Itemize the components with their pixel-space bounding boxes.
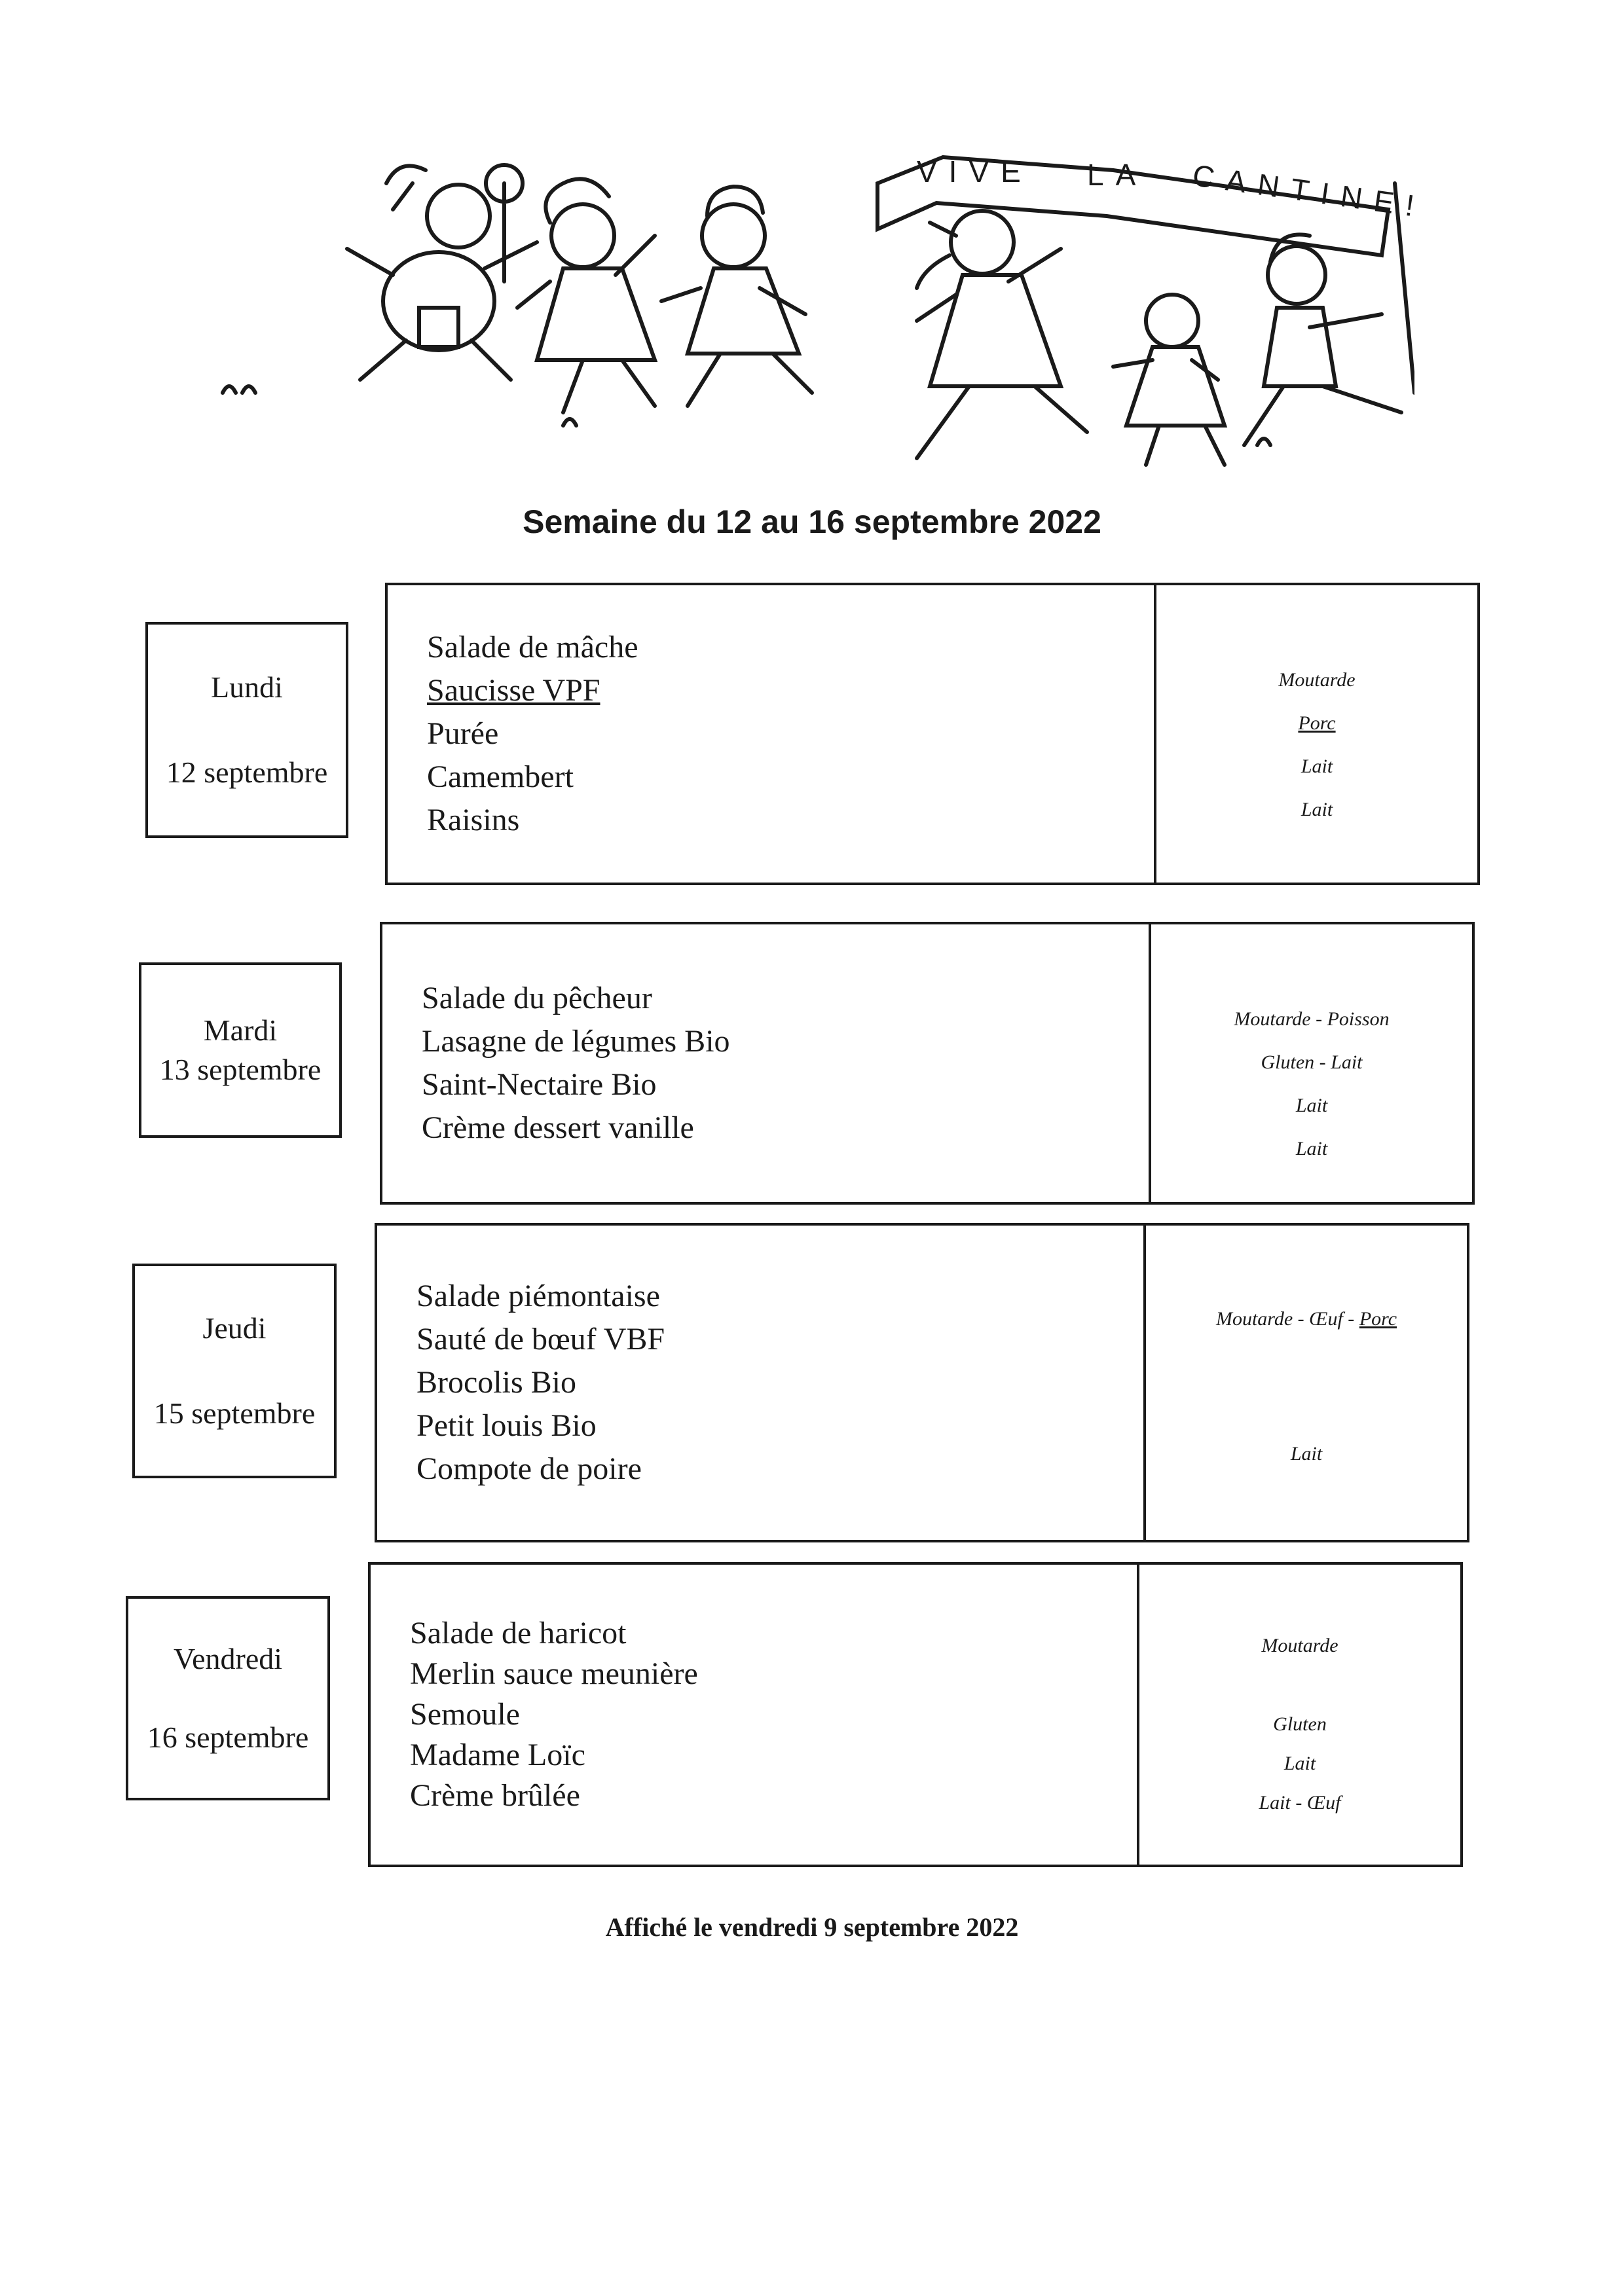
allergen-item: Moutarde bbox=[1278, 669, 1356, 691]
allergen-item: Lait bbox=[1295, 1138, 1328, 1159]
small-girl-figure bbox=[1113, 295, 1225, 465]
day-name: Vendredi bbox=[173, 1642, 283, 1675]
dish-item: Petit louis Bio bbox=[416, 1408, 597, 1443]
day-date: 13 septembre bbox=[159, 1053, 322, 1086]
day-box-thursday bbox=[132, 1264, 337, 1478]
allergen-item: Moutarde bbox=[1261, 1635, 1338, 1656]
allergen-item: Lait bbox=[1301, 799, 1333, 820]
day-box-friday bbox=[126, 1596, 330, 1800]
menu-box-tuesday bbox=[380, 922, 1475, 1205]
allergen-item: Gluten bbox=[1273, 1713, 1327, 1735]
day-date: 16 septembre bbox=[147, 1721, 309, 1754]
allergen-item: Lait bbox=[1290, 1443, 1323, 1465]
dish-item: Salade de mâche bbox=[427, 630, 638, 665]
allergen-item: Lait bbox=[1301, 756, 1333, 777]
day-name: Lundi bbox=[211, 670, 283, 704]
girl-figure-1 bbox=[517, 179, 655, 412]
dish-item: Madame Loïc bbox=[410, 1738, 585, 1772]
menu-box-friday bbox=[368, 1562, 1463, 1867]
allergen-item: Gluten - Lait bbox=[1261, 1051, 1363, 1073]
dish-item: Saucisse VPF bbox=[427, 673, 600, 708]
day-box-tuesday bbox=[139, 962, 342, 1138]
day-name: Mardi bbox=[203, 1013, 278, 1047]
day-date: 12 septembre bbox=[166, 756, 328, 789]
dish-item: Raisins bbox=[427, 803, 520, 837]
allergen-item: Moutarde - Poisson bbox=[1234, 1008, 1390, 1030]
dish-item: Purée bbox=[427, 716, 499, 751]
dish-item: Saint-Nectaire Bio bbox=[422, 1067, 657, 1102]
cook-figure bbox=[347, 165, 537, 380]
dish-item: Compote de poire bbox=[416, 1451, 642, 1486]
dish-item: Sauté de bœuf VBF bbox=[416, 1322, 665, 1357]
banner-word-2: LA bbox=[1087, 158, 1148, 192]
dish-item: Brocolis Bio bbox=[416, 1365, 577, 1400]
dish-item: Crème brûlée bbox=[410, 1778, 580, 1813]
allergen-item bbox=[1216, 1298, 1397, 1341]
dish-item: Camembert bbox=[427, 759, 574, 794]
banner-word-1: VIVE bbox=[917, 155, 1033, 189]
allergen-item: Lait bbox=[1295, 1095, 1328, 1116]
dish-item: Semoule bbox=[410, 1697, 520, 1732]
dish-item: Crème dessert vanille bbox=[422, 1110, 694, 1145]
dish-item: Salade du pêcheur bbox=[422, 981, 652, 1015]
girl-figure-2 bbox=[661, 187, 812, 406]
dish-item: Salade piémontaise bbox=[416, 1279, 660, 1313]
allergen-list bbox=[1139, 1565, 1460, 1865]
menu-box-thursday bbox=[375, 1223, 1469, 1542]
allergen-list bbox=[1156, 585, 1477, 883]
day-name: Jeudi bbox=[202, 1311, 267, 1345]
allergen-item: Lait bbox=[1283, 1753, 1316, 1774]
menu-box-monday bbox=[385, 583, 1480, 885]
dish-item: Merlin sauce meunière bbox=[410, 1656, 698, 1691]
allergen-text: Porc bbox=[1359, 1308, 1397, 1330]
dish-item: Lasagne de légumes Bio bbox=[422, 1024, 730, 1059]
allergen-text: Moutarde - Œuf - bbox=[1215, 1308, 1355, 1330]
dish-item: Salade de haricot bbox=[410, 1616, 627, 1650]
posting-date: Affiché le vendredi 9 septembre 2022 bbox=[605, 1912, 1019, 1942]
banner-word-3: CANTINE! bbox=[1190, 158, 1428, 225]
day-date: 15 septembre bbox=[153, 1396, 316, 1430]
banner-slogan bbox=[917, 154, 1428, 259]
day-box-monday bbox=[145, 622, 348, 838]
allergen-list bbox=[1146, 1226, 1467, 1540]
allergen-item: Lait - Œuf bbox=[1259, 1792, 1341, 1813]
allergen-item: Porc bbox=[1298, 712, 1336, 734]
page-title: Semaine du 12 au 16 septembre 2022 bbox=[523, 503, 1101, 540]
allergen-list bbox=[1151, 924, 1472, 1202]
